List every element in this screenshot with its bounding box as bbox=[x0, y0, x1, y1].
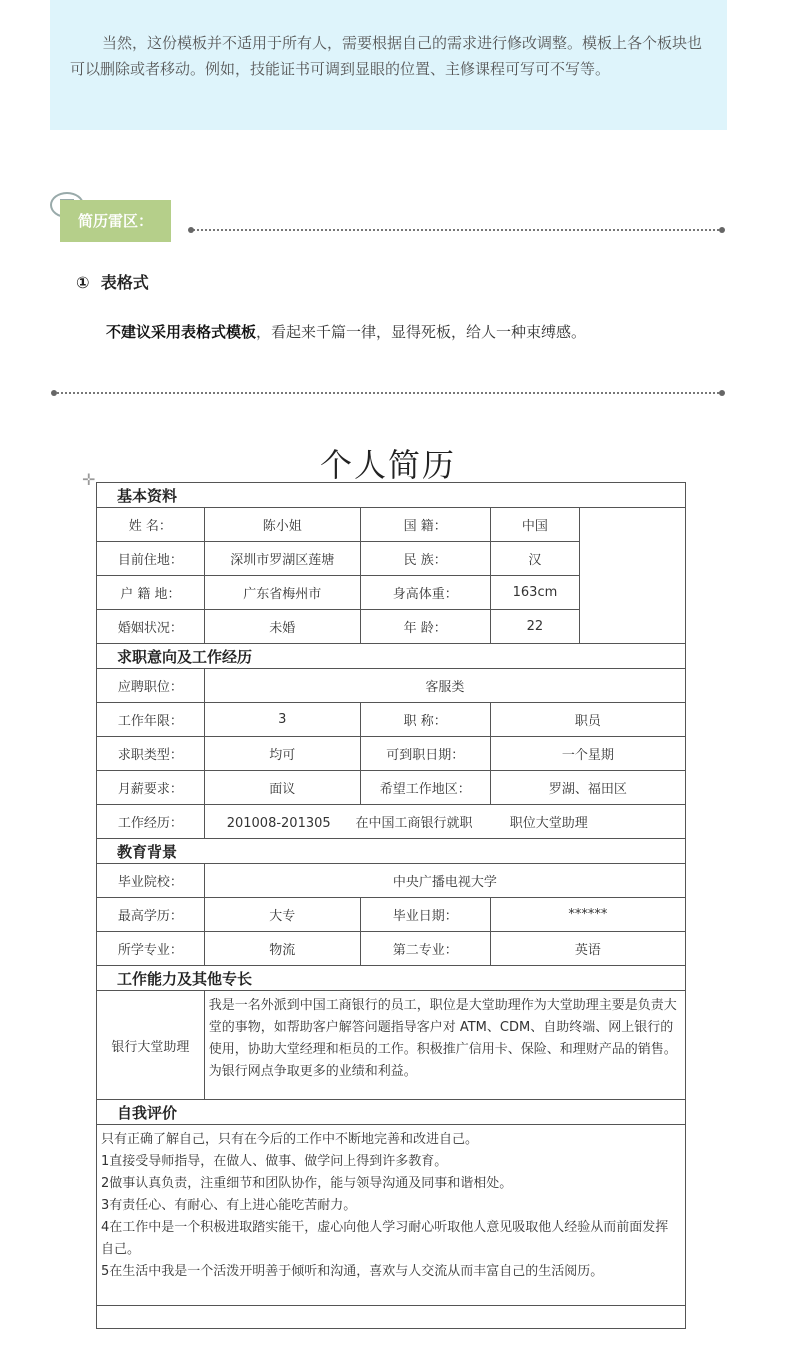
section-header: 教育背景 bbox=[97, 839, 686, 864]
section-header: 基本资料 bbox=[97, 483, 686, 508]
cell-label: 希望工作地区： bbox=[360, 771, 490, 805]
cell-label: 国 籍： bbox=[360, 508, 490, 542]
cell-value: 陈小姐 bbox=[204, 508, 360, 542]
cell-value: 英语 bbox=[490, 932, 685, 966]
item-title bbox=[76, 270, 149, 293]
divider-dot bbox=[188, 227, 194, 233]
cell-value: 职员 bbox=[490, 703, 685, 737]
cell-label: 银行大堂助理 bbox=[97, 991, 205, 1100]
note-box bbox=[50, 0, 727, 130]
cell-label: 可到职日期： bbox=[360, 737, 490, 771]
cell-value: 物流 bbox=[204, 932, 360, 966]
cell-label: 毕业日期： bbox=[360, 898, 490, 932]
cell-value: 大专 bbox=[204, 898, 360, 932]
cell-label: 姓 名： bbox=[97, 508, 205, 542]
section-title: 简历雷区： bbox=[60, 200, 171, 242]
cell-label: 年 龄： bbox=[360, 610, 490, 644]
self-eval-line: 1直接受导师指导，在做人、做事、做学问上得到许多教育。 bbox=[101, 1154, 448, 1169]
cell-label: 户 籍 地： bbox=[97, 576, 205, 610]
empty-row bbox=[97, 1306, 686, 1329]
divider-dot bbox=[719, 227, 725, 233]
cell-value: 深圳市罗湖区莲塘 bbox=[204, 542, 360, 576]
cell-label: 月薪要求： bbox=[97, 771, 205, 805]
cell-value: 中央广播电视大学 bbox=[204, 864, 685, 898]
cell-label: 毕业院校： bbox=[97, 864, 205, 898]
exp-role: 职位大堂助理 bbox=[509, 816, 588, 831]
cell-label: 第二专业： bbox=[360, 932, 490, 966]
divider bbox=[190, 229, 722, 231]
divider-dot bbox=[719, 390, 725, 396]
cell-value: 中国 bbox=[490, 508, 580, 542]
cell-value: 客服类 bbox=[204, 669, 685, 703]
self-eval-cell bbox=[97, 1125, 686, 1306]
cell-label: 最高学历： bbox=[97, 898, 205, 932]
divider bbox=[54, 392, 722, 394]
note-text: 当然，这份模板并不适用于所有人，需要根据自己的需求进行修改调整。模板上各个板块也可以删除或者移动。例如，技能证书可调到显眼的位置、主修课程可写可不写等。 bbox=[70, 34, 703, 78]
self-eval-line: 3有责任心、有耐心、有上进心能吃苦耐力。 bbox=[101, 1198, 357, 1213]
cell-value: 163cm bbox=[490, 576, 580, 610]
self-eval-line: 5在生活中我是一个活泼开明善于倾听和沟通，喜欢与人交流从而丰富自己的生活阅历。 bbox=[101, 1264, 604, 1279]
divider-dot bbox=[51, 390, 57, 396]
move-handle-icon: ✛ bbox=[82, 470, 96, 489]
cell-value: 面议 bbox=[204, 771, 360, 805]
cell-label: 工作年限： bbox=[97, 703, 205, 737]
self-eval-line: 4在工作中是一个积极进取踏实能干，虚心向他人学习耐心听取他人意见吸取他人经验从而前面发挥自己。 bbox=[101, 1220, 669, 1257]
cell-label: 应聘职位： bbox=[97, 669, 205, 703]
skill-text: 我是一名外派到中国工商银行的员工，职位是大堂助理作为大堂助理主要是负责大堂的事物，如帮助客户解答问题指导客户对 ATM、CDM、自助终端、网上银行的使用，协助大堂经理和柜员的工作。积极推广信用卡、保险、和理财产品的销售。为银行网点争取更多的业绩和利益。 bbox=[204, 991, 685, 1100]
cell-value: 3 bbox=[204, 703, 360, 737]
item-bold-text: 不建议采用表格式模板 bbox=[106, 323, 257, 341]
cell-label: 职 称： bbox=[360, 703, 490, 737]
cell-value: 一个星期 bbox=[490, 737, 685, 771]
cell-value: ****** bbox=[490, 898, 685, 932]
self-eval-line: 只有正确了解自己，只有在今后的工作中不断地完善和改进自己。 bbox=[101, 1132, 479, 1147]
cell-value: 未婚 bbox=[204, 610, 360, 644]
cell-value: 均可 bbox=[204, 737, 360, 771]
cell-label: 工作经历： bbox=[97, 805, 205, 839]
cell-value: 广东省梅州市 bbox=[204, 576, 360, 610]
item-text bbox=[106, 321, 586, 342]
resume-image bbox=[82, 430, 694, 1360]
cell-label: 所学专业： bbox=[97, 932, 205, 966]
section-header: 工作能力及其他专长 bbox=[97, 966, 686, 991]
exp-date: 201008-201305 bbox=[226, 816, 331, 831]
photo-cell bbox=[580, 508, 686, 644]
self-eval-line: 2做事认真负责，注重细节和团队协作，能与领导沟通及同事和谐相处。 bbox=[101, 1176, 513, 1191]
resume-title: 个人简历 bbox=[319, 446, 456, 484]
item-title-text: 表格式 bbox=[100, 273, 149, 292]
resume-table bbox=[96, 482, 686, 1329]
cell-label: 身高体重： bbox=[360, 576, 490, 610]
exp-company: 在中国工商银行就职 bbox=[355, 816, 473, 831]
item-plain-text: ，看起来千篇一律，显得死板，给人一种束缚感。 bbox=[256, 323, 587, 341]
section-header: 自我评价 bbox=[97, 1100, 686, 1125]
cell-label: 求职类型： bbox=[97, 737, 205, 771]
cell-value bbox=[204, 805, 685, 839]
item-number: ① bbox=[76, 273, 90, 292]
cell-label: 目前住地： bbox=[97, 542, 205, 576]
cell-label: 婚姻状况： bbox=[97, 610, 205, 644]
cell-value: 罗湖、福田区 bbox=[490, 771, 685, 805]
section-header: 求职意向及工作经历 bbox=[97, 644, 686, 669]
cell-value: 汉 bbox=[490, 542, 580, 576]
cell-label: 民 族： bbox=[360, 542, 490, 576]
cell-value: 22 bbox=[490, 610, 580, 644]
